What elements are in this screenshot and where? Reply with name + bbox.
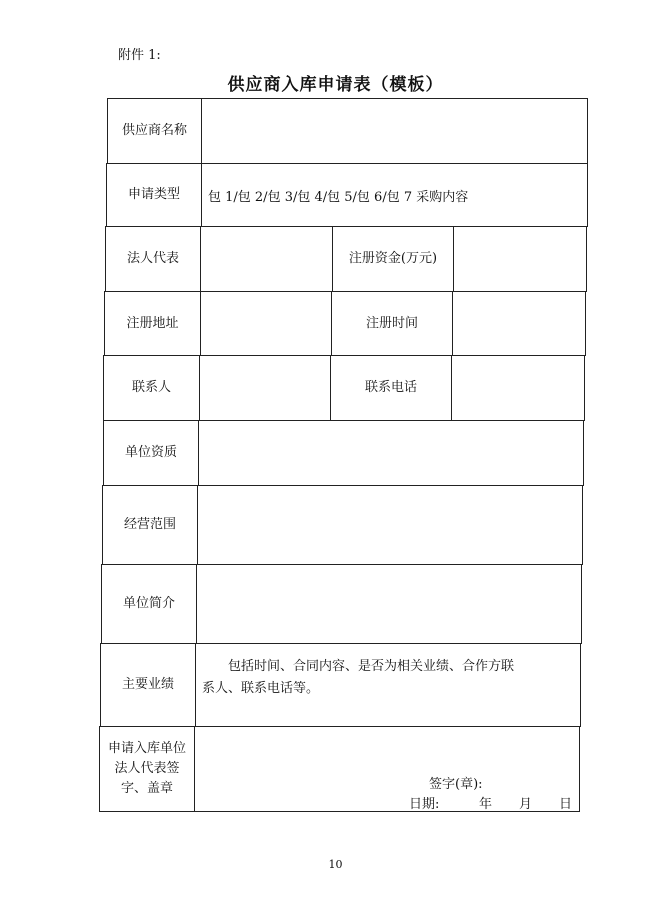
reg-time-field[interactable] xyxy=(452,291,586,356)
day-label: 日 xyxy=(559,797,573,812)
qualification-field[interactable] xyxy=(198,420,584,486)
contact-field[interactable] xyxy=(199,355,331,421)
application-type-text: 包 1/包 2/包 3/包 4/包 5/包 6/包 7 采购内容 xyxy=(208,189,469,205)
supplier-name-label: 供应商名称 xyxy=(107,98,202,164)
reg-time-label: 注册时间 xyxy=(331,291,453,356)
legal-rep-field[interactable] xyxy=(200,226,333,292)
intro-label: 单位简介 xyxy=(101,564,197,644)
signature-seal-label: 签字(章): xyxy=(429,777,483,792)
achievements-field[interactable] xyxy=(195,643,581,727)
form-title: 供应商入库申请表（模板） xyxy=(227,75,444,95)
signature-label: 申请入库单位 法人代表签 字、盖章 xyxy=(99,726,195,812)
business-scope-field[interactable] xyxy=(197,485,583,565)
year-label: 年 xyxy=(479,797,493,812)
achievements-hint-line1: 包括时间、合同内容、是否为相关业绩、合作方联 xyxy=(228,659,515,674)
contact-phone-field[interactable] xyxy=(451,355,585,421)
intro-field[interactable] xyxy=(196,564,582,644)
qualification-label: 单位资质 xyxy=(103,420,199,486)
application-type-field[interactable] xyxy=(201,163,588,227)
registered-capital-field[interactable] xyxy=(453,226,587,292)
contact-label: 联系人 xyxy=(103,355,200,421)
date-label: 日期: xyxy=(409,797,440,812)
attachment-label: 附件 1: xyxy=(118,48,161,63)
business-scope-label: 经营范围 xyxy=(102,485,198,565)
supplier-name-field[interactable] xyxy=(201,98,588,164)
achievements-label: 主要业绩 xyxy=(100,643,196,727)
application-type-label: 申请类型 xyxy=(106,163,202,227)
legal-rep-label: 法人代表 xyxy=(105,226,201,292)
contact-phone-label: 联系电话 xyxy=(330,355,452,421)
reg-address-label: 注册地址 xyxy=(104,291,201,356)
page-number: 10 xyxy=(328,858,343,871)
reg-address-field[interactable] xyxy=(200,291,332,356)
month-label: 月 xyxy=(519,797,533,812)
achievements-hint-line2: 系人、联系电话等。 xyxy=(202,681,320,696)
signature-field[interactable] xyxy=(194,726,580,812)
registered-capital-label: 注册资金(万元) xyxy=(332,226,454,292)
